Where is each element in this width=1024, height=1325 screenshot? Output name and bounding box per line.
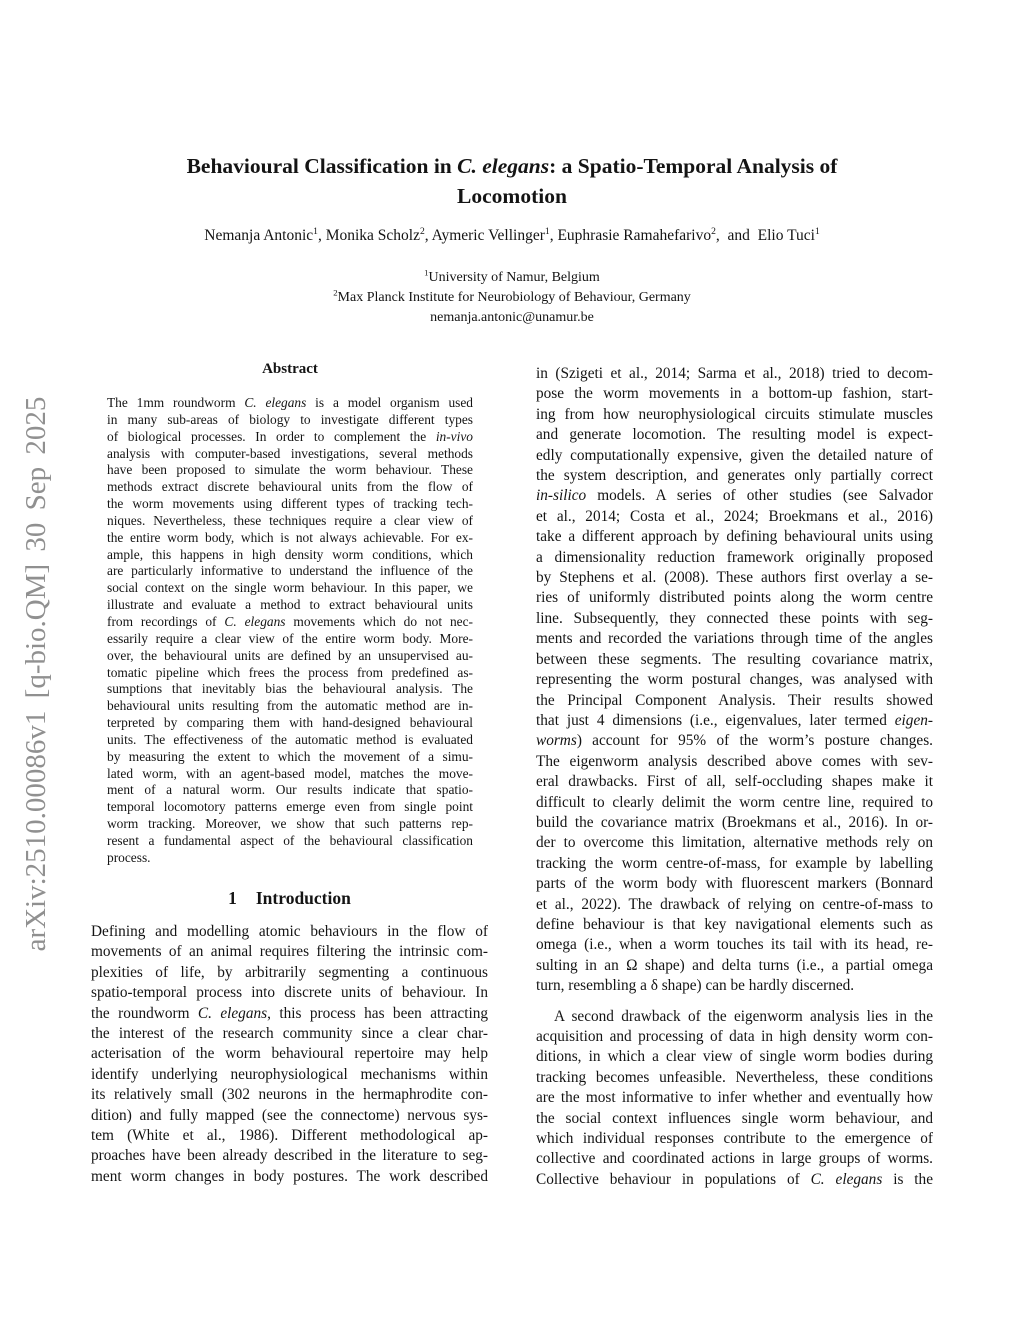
text-line: of biological processes. In order to complement the in-vivo	[107, 428, 473, 444]
text-line: are particularly informative to understand the influence of the	[107, 563, 473, 579]
text-line: difficult to clearly delimit the worm centre line, required to	[536, 793, 933, 811]
text-line: which individual responses contribute to the emergence of	[536, 1130, 933, 1148]
text-line: Collective behaviour in populations of C. elegans is the	[536, 1170, 933, 1188]
text-line: from recordings of C. elegans movements which do not nec-	[107, 613, 474, 629]
text-line: the worm movements using different types of tracking tech-	[107, 496, 473, 512]
affiliations-block	[0, 268, 1024, 328]
text-line: tracking the worm centre-of-mass, for example by labelling	[536, 854, 933, 872]
text-line: parts of the worm body with fluorescent markers (Bonnard	[536, 875, 933, 893]
text-line: ment of a natural worm. Our results indicate that spatio-	[107, 782, 473, 798]
text-line: omega (i.e., when a worm touches its tail with its head, re-	[536, 936, 933, 954]
arxiv-sidebar-label: arXiv:2510.00086v1 [q-bio.QM] 30 Sep 2025	[20, 396, 52, 952]
text-line: the social context influences single worm behaviour, and	[536, 1109, 933, 1127]
abstract-heading: Abstract	[262, 361, 318, 377]
section-title: Introduction	[255, 888, 351, 908]
text-line: Locomotion	[457, 183, 567, 208]
text-line: line. Subsequently, they connected these points with seg-	[536, 609, 933, 627]
text-line: by Stephens et al. (2008). These authors first overlay a se-	[536, 569, 933, 587]
text-line: ments and recorded the variations through time of the angles	[536, 630, 933, 648]
text-line: analysis with computer-based investigations, several methods	[107, 445, 473, 461]
text-line: turn, resembling a δ shape) can be hardly discerned.	[536, 977, 855, 995]
text-line: pose the worm movements in a bottom-up fashion, start-	[536, 385, 933, 403]
text-line: are the most informative to infer whether and eventually how	[536, 1089, 933, 1107]
text-line: eral drawbacks. First of all, self-occluding shapes make it	[536, 773, 933, 791]
text-line: collective and coordinated actions in large groups of worms.	[536, 1150, 933, 1168]
text-line: a dimensionality reduction framework originally proposed	[536, 548, 933, 566]
text-line: ries of uniformly distributed points along the worm centre	[536, 589, 933, 607]
text-line: the entire worm body, which is not always achievable. For ex-	[107, 529, 473, 545]
text-line: and generate locomotion. The resulting model is expect-	[536, 426, 933, 444]
text-line: identify underlying neurophysiological mechanisms within	[91, 1065, 488, 1083]
text-line: take a different approach by defining behavioural units using	[536, 528, 933, 546]
right-column-paragraph-2	[536, 1007, 933, 1191]
text-line: its relatively small (302 neurons in the hermaphrodite con-	[91, 1086, 488, 1104]
contact-email: nemanja.antonic@unamur.be	[430, 310, 594, 325]
text-line: terpreted by comparing them with hand-designed behavioural	[107, 715, 473, 731]
text-line: the interest of the research community since a clear char-	[91, 1025, 488, 1043]
text-line: build the covariance matrix (Broekmans et al., 2016). In or-	[536, 813, 933, 831]
text-line: tomatic pipeline which frees the process from predefined as-	[107, 664, 473, 680]
text-line: ing from how neurophysiological circuits stimulate muscles	[536, 405, 933, 423]
affiliation-1: $^1$University of Namur, Belgium	[424, 267, 600, 285]
text-line: have been proposed to simulate the worm behaviour. These	[107, 462, 473, 478]
paper-title	[0, 152, 1024, 211]
text-line: Defining and modelling atomic behaviours in the flow of	[91, 923, 488, 940]
text-line: define behaviour is that key navigational elements such as	[536, 915, 933, 933]
text-line: sulting in an Ω shape) and delta turns (i.e., a partial omega	[536, 956, 933, 974]
right-column-paragraph-1	[536, 364, 933, 997]
text-line: der to overcome this limitation, alternative methods rely on	[536, 834, 933, 852]
introduction-paragraph	[91, 922, 488, 1187]
text-line: The 1mm roundworm C. elegans is a model organism used	[107, 395, 473, 410]
text-line: process.	[107, 849, 151, 865]
text-line: by measuring the extent to which the movement of a simu-	[107, 748, 473, 764]
authors-line: Nemanja Antonic$^1$, Monika Scholz$^2$, Aymeric Vellinger$^1$, Euphrasie Ramahefarivo$^2$, and Elio Tuci$^1$	[204, 225, 820, 244]
text-line: social context on the single worm behaviour. In this paper, we	[107, 580, 473, 596]
text-line: ment worm changes in body postures. The work described	[91, 1167, 488, 1185]
text-line: in many sub-areas of biology to investigate different types	[107, 411, 473, 427]
text-line: in-silico models. A series of other studies (see Salvador	[536, 487, 933, 505]
text-line: et al., 2014; Costa et al., 2024; Broekmans et al., 2016)	[536, 507, 933, 525]
text-line: in (Szigeti et al., 2014; Sarma et al., 2018) tried to decom-	[536, 365, 933, 382]
text-line: et al., 2022). The drawback of relying on centre-of-mass to	[536, 895, 933, 913]
text-line: tracking becomes unfeasible. Nevertheless, these conditions	[536, 1068, 933, 1086]
text-line: units. The effectiveness of the automatic method is evaluated	[107, 731, 473, 747]
text-line: representing the worm postural changes, was analysed with	[536, 671, 933, 689]
text-line: worm tracking. Moreover, we show that such patterns rep-	[107, 816, 473, 832]
section-heading-introduction	[91, 888, 488, 909]
text-line: spatio-temporal process into discrete units of behaviour. In	[91, 984, 488, 1002]
text-line: ditions, in which a clear view of single worm bodies during	[536, 1048, 933, 1066]
text-line: niques. Nevertheless, these techniques require a clear view of	[107, 512, 473, 528]
abstract-text	[107, 395, 473, 867]
text-line: the system description, and generates only partially correct	[536, 467, 933, 485]
affiliation-2: $^2$Max Planck Institute for Neurobiology of Behaviour, Germany	[333, 287, 691, 305]
text-line: tem (White et al., 1986). Different methodological ap-	[91, 1127, 488, 1145]
text-line: that just 4 dimensions (i.e., eigenvalues, later termed eigen-	[536, 711, 933, 729]
text-line: A second drawback of the eigenworm analysis lies in the	[554, 1007, 933, 1025]
text-line: dition) and fully mapped (see the connectome) nervous sys-	[91, 1106, 488, 1124]
text-line: lated worm, with an agent-based model, matches the move-	[107, 765, 473, 781]
text-line: temporal locomotory patterns emerge even from single point	[107, 799, 473, 815]
text-line: methods extract discrete behavioural units from the flow of	[107, 479, 473, 495]
text-line: Behavioural Classification in C. elegans: a Spatio-Temporal Analysis of	[186, 154, 838, 178]
text-line: proaches have been already described in the literature to seg-	[91, 1147, 488, 1165]
text-line: edly computationally expensive, given the detailed nature of	[536, 446, 933, 464]
text-line: between these segments. The resulting covariance matrix,	[536, 650, 933, 668]
text-line: plexities of life, by arbitrarily segmenting a continuous	[91, 963, 488, 981]
text-line: the roundworm C. elegans, this process has been attracting	[91, 1004, 488, 1022]
right-column	[536, 364, 933, 1190]
text-line: over, the behavioural units are defined by an unsupervised au-	[107, 647, 473, 663]
text-line: movements of an animal requires filtering the intrinsic com-	[91, 943, 488, 961]
text-line: essarily require a clear view of the entire worm body. More-	[107, 630, 473, 646]
text-line: The eigenworm analysis described above comes with sev-	[536, 752, 933, 770]
text-line: illustrate and evaluate a method to extract behavioural units	[107, 597, 473, 613]
text-line: behavioural units resulting from the automatic method are in-	[107, 698, 473, 714]
section-number: 1	[228, 888, 237, 908]
text-line: acterisation of the worm behavioural repertoire may help	[91, 1045, 488, 1063]
text-line: acquisition and processing of data in high density worm con-	[536, 1028, 933, 1045]
text-line: the Principal Component Analysis. Their results showed	[536, 691, 933, 709]
text-line: worms) account for 95% of the worm’s posture changes.	[536, 732, 933, 750]
text-line: resent a fundamental aspect of the behavioural classification	[107, 832, 473, 848]
text-line: ample, this happens in high density worm conditions, which	[107, 546, 473, 562]
text-line: sumptions that inevitably bias the behavioural analysis. The	[107, 681, 473, 697]
